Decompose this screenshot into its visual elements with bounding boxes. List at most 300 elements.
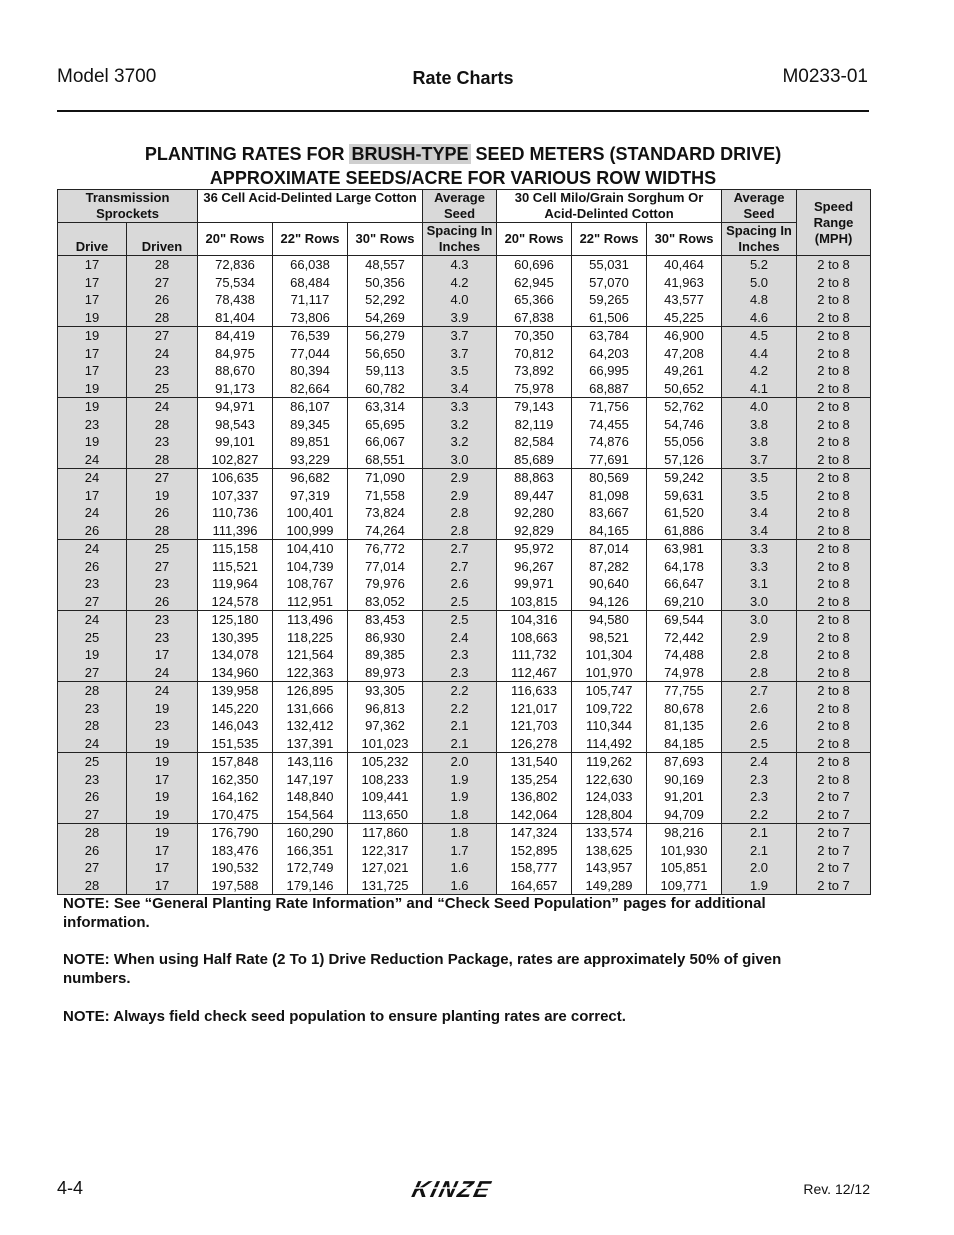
cell-cotton-30: 108,233 xyxy=(348,771,423,789)
cell-milo-30: 69,544 xyxy=(647,611,722,629)
table-row xyxy=(58,327,871,345)
cell-cotton-30: 56,279 xyxy=(348,327,423,345)
cell-cotton-30: 66,067 xyxy=(348,433,423,451)
cell-cotton-30: 60,782 xyxy=(348,380,423,398)
cell-cotton-20: 157,848 xyxy=(198,753,273,771)
cell-milo-20: 104,316 xyxy=(497,611,572,629)
cell-milo-30: 40,464 xyxy=(647,256,722,274)
cell-milo-30: 74,488 xyxy=(647,646,722,664)
cell-cotton-22: 104,410 xyxy=(273,540,348,558)
cell-cotton-spacing: 1.6 xyxy=(423,859,497,877)
cell-milo-22: 61,506 xyxy=(572,309,647,327)
cell-cotton-30: 56,650 xyxy=(348,345,423,363)
cell-cotton-spacing: 2.0 xyxy=(423,753,497,771)
title-pre: PLANTING RATES FOR xyxy=(144,144,350,164)
cell-drive: 17 xyxy=(58,274,127,292)
cell-cotton-30: 48,557 xyxy=(348,256,423,274)
cell-milo-spacing: 3.4 xyxy=(722,504,797,522)
cell-milo-20: 112,467 xyxy=(497,664,572,682)
cell-drive: 27 xyxy=(58,664,127,682)
cell-drive: 24 xyxy=(58,735,127,753)
cell-milo-20: 82,584 xyxy=(497,433,572,451)
cell-milo-22: 122,630 xyxy=(572,771,647,789)
cell-milo-spacing: 2.7 xyxy=(722,682,797,700)
cell-driven: 24 xyxy=(127,345,198,363)
cell-cotton-spacing: 3.7 xyxy=(423,345,497,363)
table-row xyxy=(58,682,871,700)
cell-cotton-spacing: 2.5 xyxy=(423,593,497,611)
cell-cotton-22: 77,044 xyxy=(273,345,348,363)
cell-drive: 24 xyxy=(58,504,127,522)
cell-cotton-spacing: 2.8 xyxy=(423,522,497,540)
cell-cotton-spacing: 2.9 xyxy=(423,487,497,505)
cell-milo-spacing: 5.2 xyxy=(722,256,797,274)
cell-cotton-20: 75,534 xyxy=(198,274,273,292)
table-row xyxy=(58,451,871,469)
cell-milo-22: 87,014 xyxy=(572,540,647,558)
cell-milo-30: 54,746 xyxy=(647,416,722,434)
cell-milo-spacing: 3.5 xyxy=(722,469,797,487)
cell-driven: 23 xyxy=(127,575,198,593)
cell-cotton-20: 98,543 xyxy=(198,416,273,434)
cell-drive: 19 xyxy=(58,327,127,345)
cell-cotton-30: 68,551 xyxy=(348,451,423,469)
cell-cotton-20: 99,101 xyxy=(198,433,273,451)
cell-cotton-22: 89,345 xyxy=(273,416,348,434)
cell-cotton-30: 96,813 xyxy=(348,700,423,718)
cell-milo-20: 70,812 xyxy=(497,345,572,363)
cell-cotton-20: 183,476 xyxy=(198,842,273,860)
cell-cotton-spacing: 3.5 xyxy=(423,362,497,380)
cell-milo-22: 77,691 xyxy=(572,451,647,469)
table-row xyxy=(58,664,871,682)
cell-cotton-30: 52,292 xyxy=(348,291,423,309)
cell-milo-22: 114,492 xyxy=(572,735,647,753)
cell-driven: 23 xyxy=(127,362,198,380)
cell-cotton-22: 160,290 xyxy=(273,824,348,842)
cell-driven: 17 xyxy=(127,771,198,789)
cell-speed-range: 2 to 8 xyxy=(797,451,871,469)
cell-cotton-22: 166,351 xyxy=(273,842,348,860)
cell-cotton-22: 100,401 xyxy=(273,504,348,522)
cell-cotton-22: 122,363 xyxy=(273,664,348,682)
cell-cotton-22: 71,117 xyxy=(273,291,348,309)
table-row xyxy=(58,540,871,558)
cell-cotton-spacing: 1.9 xyxy=(423,771,497,789)
cell-cotton-20: 78,438 xyxy=(198,291,273,309)
cell-milo-30: 64,178 xyxy=(647,558,722,576)
cell-drive: 17 xyxy=(58,345,127,363)
cell-cotton-spacing: 2.7 xyxy=(423,558,497,576)
cell-drive: 17 xyxy=(58,362,127,380)
cell-cotton-22: 137,391 xyxy=(273,735,348,753)
cell-milo-22: 80,569 xyxy=(572,469,647,487)
cell-milo-20: 116,633 xyxy=(497,682,572,700)
milo-30-rows-header: 30" Rows xyxy=(647,223,722,256)
cell-speed-range: 2 to 7 xyxy=(797,859,871,877)
cell-cotton-20: 139,958 xyxy=(198,682,273,700)
table-row xyxy=(58,593,871,611)
cell-milo-20: 121,017 xyxy=(497,700,572,718)
cell-milo-20: 152,895 xyxy=(497,842,572,860)
cell-milo-22: 74,455 xyxy=(572,416,647,434)
cell-milo-30: 101,930 xyxy=(647,842,722,860)
cell-cotton-22: 132,412 xyxy=(273,717,348,735)
cell-drive: 28 xyxy=(58,877,127,895)
cell-driven: 17 xyxy=(127,646,198,664)
cell-milo-22: 143,957 xyxy=(572,859,647,877)
cell-cotton-spacing: 3.7 xyxy=(423,327,497,345)
cell-driven: 27 xyxy=(127,327,198,345)
table-row xyxy=(58,824,871,842)
cell-milo-20: 99,971 xyxy=(497,575,572,593)
cell-speed-range: 2 to 8 xyxy=(797,700,871,718)
cell-drive: 26 xyxy=(58,558,127,576)
cell-cotton-spacing: 2.3 xyxy=(423,664,497,682)
cell-driven: 17 xyxy=(127,877,198,895)
cell-milo-30: 87,693 xyxy=(647,753,722,771)
cell-cotton-22: 121,564 xyxy=(273,646,348,664)
cell-milo-spacing: 2.3 xyxy=(722,788,797,806)
cell-milo-20: 142,064 xyxy=(497,806,572,824)
cell-driven: 26 xyxy=(127,504,198,522)
cell-cotton-30: 73,824 xyxy=(348,504,423,522)
cell-cotton-spacing: 1.7 xyxy=(423,842,497,860)
cell-milo-spacing: 2.0 xyxy=(722,859,797,877)
cell-cotton-22: 68,484 xyxy=(273,274,348,292)
cell-milo-30: 50,652 xyxy=(647,380,722,398)
cell-milo-spacing: 2.8 xyxy=(722,664,797,682)
milo-header: 30 Cell Milo/Grain Sorghum Or Acid-Delinted Cotton xyxy=(497,190,722,223)
table-row xyxy=(58,291,871,309)
cell-cotton-30: 86,930 xyxy=(348,629,423,647)
cell-cotton-22: 80,394 xyxy=(273,362,348,380)
cell-drive: 27 xyxy=(58,593,127,611)
cell-milo-30: 57,126 xyxy=(647,451,722,469)
cell-cotton-spacing: 2.2 xyxy=(423,700,497,718)
cell-cotton-20: 176,790 xyxy=(198,824,273,842)
table-row xyxy=(58,380,871,398)
cell-milo-22: 149,289 xyxy=(572,877,647,895)
cell-driven: 24 xyxy=(127,682,198,700)
cell-milo-spacing: 2.8 xyxy=(722,646,797,664)
table-row xyxy=(58,469,871,487)
model-label: Model 3700 xyxy=(57,66,157,87)
cell-drive: 26 xyxy=(58,522,127,540)
cell-driven: 23 xyxy=(127,717,198,735)
avg-spacing-header-2: Spacing In Inches xyxy=(722,223,797,256)
kinze-logo xyxy=(402,1176,524,1202)
cell-cotton-spacing: 1.8 xyxy=(423,824,497,842)
cell-cotton-22: 76,539 xyxy=(273,327,348,345)
cell-milo-22: 98,521 xyxy=(572,629,647,647)
cell-milo-22: 105,747 xyxy=(572,682,647,700)
cell-drive: 17 xyxy=(58,487,127,505)
cell-milo-22: 84,165 xyxy=(572,522,647,540)
cell-milo-20: 158,777 xyxy=(497,859,572,877)
cell-cotton-spacing: 2.1 xyxy=(423,717,497,735)
cell-speed-range: 2 to 8 xyxy=(797,291,871,309)
cell-milo-spacing: 3.7 xyxy=(722,451,797,469)
cell-milo-30: 66,647 xyxy=(647,575,722,593)
cell-driven: 19 xyxy=(127,700,198,718)
revision-label: Rev. 12/12 xyxy=(803,1181,870,1197)
cell-milo-30: 43,577 xyxy=(647,291,722,309)
cell-drive: 24 xyxy=(58,469,127,487)
cell-speed-range: 2 to 8 xyxy=(797,629,871,647)
cell-milo-22: 87,282 xyxy=(572,558,647,576)
cell-drive: 26 xyxy=(58,788,127,806)
cell-cotton-22: 131,666 xyxy=(273,700,348,718)
cell-drive: 19 xyxy=(58,309,127,327)
cell-drive: 19 xyxy=(58,398,127,416)
cell-cotton-22: 179,146 xyxy=(273,877,348,895)
cell-driven: 23 xyxy=(127,611,198,629)
table-row xyxy=(58,646,871,664)
cell-speed-range: 2 to 8 xyxy=(797,735,871,753)
cell-milo-22: 64,203 xyxy=(572,345,647,363)
cell-milo-20: 92,829 xyxy=(497,522,572,540)
cell-milo-22: 63,784 xyxy=(572,327,647,345)
planting-rates-table xyxy=(57,189,871,895)
cell-driven: 19 xyxy=(127,753,198,771)
table-row xyxy=(58,416,871,434)
cell-driven: 19 xyxy=(127,788,198,806)
cell-driven: 24 xyxy=(127,664,198,682)
cell-milo-30: 63,981 xyxy=(647,540,722,558)
title-highlight: BRUSH-TYPE xyxy=(351,144,469,164)
cell-cotton-spacing: 3.9 xyxy=(423,309,497,327)
cell-milo-22: 110,344 xyxy=(572,717,647,735)
cell-milo-20: 103,815 xyxy=(497,593,572,611)
cell-milo-30: 46,900 xyxy=(647,327,722,345)
cell-speed-range: 2 to 8 xyxy=(797,362,871,380)
logo-text: KINZE xyxy=(409,1176,495,1202)
cell-milo-spacing: 3.8 xyxy=(722,433,797,451)
cell-speed-range: 2 to 8 xyxy=(797,274,871,292)
cell-milo-30: 61,886 xyxy=(647,522,722,540)
speed-range-header: Speed Range (MPH) xyxy=(797,190,871,256)
cell-driven: 24 xyxy=(127,398,198,416)
cell-milo-spacing: 3.1 xyxy=(722,575,797,593)
cell-milo-22: 66,995 xyxy=(572,362,647,380)
cell-cotton-20: 125,180 xyxy=(198,611,273,629)
cell-milo-spacing: 2.6 xyxy=(722,700,797,718)
cell-milo-spacing: 4.2 xyxy=(722,362,797,380)
cell-cotton-30: 74,264 xyxy=(348,522,423,540)
cell-milo-spacing: 1.9 xyxy=(722,877,797,895)
cell-cotton-22: 112,951 xyxy=(273,593,348,611)
cell-milo-22: 74,876 xyxy=(572,433,647,451)
cell-milo-30: 45,225 xyxy=(647,309,722,327)
cell-speed-range: 2 to 8 xyxy=(797,504,871,522)
cell-milo-20: 111,732 xyxy=(497,646,572,664)
cell-milo-spacing: 3.3 xyxy=(722,558,797,576)
cell-milo-spacing: 5.0 xyxy=(722,274,797,292)
table-row xyxy=(58,487,871,505)
table-row xyxy=(58,398,871,416)
cell-cotton-20: 197,588 xyxy=(198,877,273,895)
cell-drive: 17 xyxy=(58,291,127,309)
cell-cotton-22: 73,806 xyxy=(273,309,348,327)
cell-milo-spacing: 2.5 xyxy=(722,735,797,753)
cell-milo-20: 67,838 xyxy=(497,309,572,327)
cell-milo-30: 98,216 xyxy=(647,824,722,842)
cell-driven: 23 xyxy=(127,433,198,451)
cell-milo-30: 90,169 xyxy=(647,771,722,789)
cell-cotton-30: 113,650 xyxy=(348,806,423,824)
cell-driven: 27 xyxy=(127,469,198,487)
cell-milo-30: 105,851 xyxy=(647,859,722,877)
cell-milo-20: 136,802 xyxy=(497,788,572,806)
cell-cotton-spacing: 2.3 xyxy=(423,646,497,664)
cell-cotton-30: 83,052 xyxy=(348,593,423,611)
cell-cotton-spacing: 1.9 xyxy=(423,788,497,806)
note-half-rate: NOTE: When using Half Rate (2 To 1) Drive Reduction Package, rates are approximately 50% of given numbers. xyxy=(63,951,782,987)
cell-driven: 28 xyxy=(127,256,198,274)
table-row xyxy=(58,717,871,735)
cell-milo-20: 75,978 xyxy=(497,380,572,398)
cell-cotton-20: 190,532 xyxy=(198,859,273,877)
cell-speed-range: 2 to 8 xyxy=(797,380,871,398)
cell-milo-spacing: 2.3 xyxy=(722,771,797,789)
table-row xyxy=(58,256,871,274)
cell-cotton-30: 71,090 xyxy=(348,469,423,487)
table-row xyxy=(58,504,871,522)
cell-milo-30: 74,978 xyxy=(647,664,722,682)
cell-cotton-22: 118,225 xyxy=(273,629,348,647)
table-row xyxy=(58,806,871,824)
cell-milo-20: 85,689 xyxy=(497,451,572,469)
cell-driven: 23 xyxy=(127,629,198,647)
cell-milo-20: 82,119 xyxy=(497,416,572,434)
cell-cotton-20: 102,827 xyxy=(198,451,273,469)
table-row xyxy=(58,735,871,753)
cell-milo-spacing: 2.1 xyxy=(722,842,797,860)
cell-drive: 19 xyxy=(58,380,127,398)
avg-seed-header-2: Average Seed xyxy=(722,190,797,223)
cell-drive: 23 xyxy=(58,575,127,593)
cell-driven: 17 xyxy=(127,842,198,860)
cell-cotton-22: 96,682 xyxy=(273,469,348,487)
cell-cotton-spacing: 4.2 xyxy=(423,274,497,292)
cell-cotton-30: 50,356 xyxy=(348,274,423,292)
cotton-30-rows-header: 30" Rows xyxy=(348,223,423,256)
cell-driven: 26 xyxy=(127,291,198,309)
cell-cotton-20: 119,964 xyxy=(198,575,273,593)
cell-milo-20: 62,945 xyxy=(497,274,572,292)
cell-milo-spacing: 3.4 xyxy=(722,522,797,540)
cell-milo-20: 131,540 xyxy=(497,753,572,771)
cell-cotton-22: 97,319 xyxy=(273,487,348,505)
cell-cotton-30: 131,725 xyxy=(348,877,423,895)
cell-milo-22: 68,887 xyxy=(572,380,647,398)
cell-cotton-30: 77,014 xyxy=(348,558,423,576)
table-row xyxy=(58,558,871,576)
cell-driven: 17 xyxy=(127,859,198,877)
cell-speed-range: 2 to 8 xyxy=(797,646,871,664)
cell-drive: 27 xyxy=(58,806,127,824)
table-row xyxy=(58,629,871,647)
cell-milo-22: 119,262 xyxy=(572,753,647,771)
cell-milo-20: 164,657 xyxy=(497,877,572,895)
cell-milo-30: 69,210 xyxy=(647,593,722,611)
page-title-line2: APPROXIMATE SEEDS/ACRE FOR VARIOUS ROW WIDTHS xyxy=(209,168,717,188)
section-title: Rate Charts xyxy=(412,68,514,88)
cell-milo-30: 55,056 xyxy=(647,433,722,451)
cell-milo-20: 108,663 xyxy=(497,629,572,647)
document-number: M0233-01 xyxy=(782,66,868,87)
table-row xyxy=(58,771,871,789)
cell-speed-range: 2 to 8 xyxy=(797,256,871,274)
cell-cotton-30: 59,113 xyxy=(348,362,423,380)
cell-milo-spacing: 3.0 xyxy=(722,593,797,611)
cell-cotton-30: 101,023 xyxy=(348,735,423,753)
cell-milo-22: 94,126 xyxy=(572,593,647,611)
cell-driven: 28 xyxy=(127,451,198,469)
cell-cotton-20: 164,162 xyxy=(198,788,273,806)
note-general-info: NOTE: See “General Planting Rate Information” and “Check Seed Population” pages for additional information. xyxy=(63,895,766,931)
cell-cotton-spacing: 3.0 xyxy=(423,451,497,469)
cell-milo-30: 80,678 xyxy=(647,700,722,718)
header-divider xyxy=(57,110,869,112)
cell-drive: 24 xyxy=(58,451,127,469)
cell-cotton-20: 145,220 xyxy=(198,700,273,718)
cell-drive: 19 xyxy=(58,433,127,451)
cell-milo-spacing: 4.8 xyxy=(722,291,797,309)
cell-cotton-20: 72,836 xyxy=(198,256,273,274)
cell-milo-30: 61,520 xyxy=(647,504,722,522)
cell-milo-20: 73,892 xyxy=(497,362,572,380)
cell-milo-spacing: 2.1 xyxy=(722,824,797,842)
cell-cotton-20: 84,975 xyxy=(198,345,273,363)
cell-driven: 26 xyxy=(127,593,198,611)
cell-cotton-30: 89,973 xyxy=(348,664,423,682)
table-row xyxy=(58,753,871,771)
cell-milo-30: 59,242 xyxy=(647,469,722,487)
table-row xyxy=(58,700,871,718)
page-title-line1 xyxy=(57,142,869,166)
cell-cotton-20: 110,736 xyxy=(198,504,273,522)
cell-drive: 27 xyxy=(58,859,127,877)
cell-cotton-20: 111,396 xyxy=(198,522,273,540)
cell-cotton-22: 172,749 xyxy=(273,859,348,877)
table-row xyxy=(58,859,871,877)
cell-milo-30: 47,208 xyxy=(647,345,722,363)
table-row xyxy=(58,575,871,593)
cell-milo-20: 92,280 xyxy=(497,504,572,522)
cell-cotton-22: 86,107 xyxy=(273,398,348,416)
cell-cotton-20: 107,337 xyxy=(198,487,273,505)
cell-drive: 25 xyxy=(58,753,127,771)
cell-milo-22: 71,756 xyxy=(572,398,647,416)
cell-cotton-spacing: 2.7 xyxy=(423,540,497,558)
cell-cotton-30: 89,385 xyxy=(348,646,423,664)
cell-cotton-spacing: 3.3 xyxy=(423,398,497,416)
cell-speed-range: 2 to 7 xyxy=(797,788,871,806)
cell-drive: 25 xyxy=(58,629,127,647)
cell-cotton-20: 106,635 xyxy=(198,469,273,487)
cell-cotton-20: 115,521 xyxy=(198,558,273,576)
cell-cotton-20: 91,173 xyxy=(198,380,273,398)
cell-milo-spacing: 3.3 xyxy=(722,540,797,558)
cell-milo-20: 126,278 xyxy=(497,735,572,753)
cell-drive: 23 xyxy=(58,771,127,789)
cell-milo-20: 60,696 xyxy=(497,256,572,274)
cell-driven: 25 xyxy=(127,540,198,558)
cell-cotton-spacing: 4.3 xyxy=(423,256,497,274)
cell-milo-30: 52,762 xyxy=(647,398,722,416)
